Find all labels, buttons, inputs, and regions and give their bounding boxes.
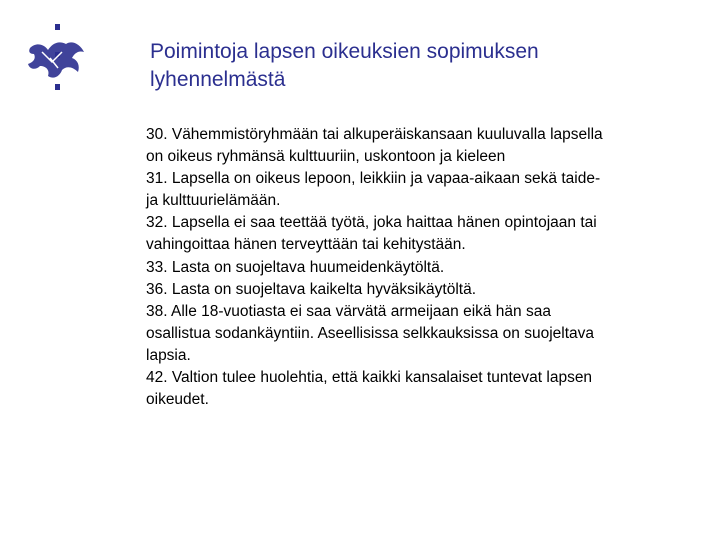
slide-title: Poimintoja lapsen oikeuksien sopimuksen lyhennelmästä <box>150 40 539 91</box>
slide-body-text: 30. Vähemmistöryhmään tai alkuperäiskansaan kuuluvalla lapsella on oikeus ryhmänsä kulttuuriin, uskontoon ja kieleen 31. Lapsella on oikeus lepoon, leikkiin ja vapaa-aikaan sekä taide- ja kulttuurielämään. 32. Lapsella ei saa teettää työtä, joka haittaa hänen opintojaan tai vahingoittaa hänen terveyttään tai kehitystään. 33. Lasta on suojeltava huumeidenkäytöltä. 36. Lasta on suojeltava kaikelta hyväksikäytöltä. 38. Alle 18-vuotiasta ei saa värvätä armeijaan eikä hän saa osallistua sodankäyntiin. Aseellisissa selkkauksissa on suojeltava lapsia. 42. Valtion tulee huolehtia, että kaikki kansalaiset tuntevat lapsen oikeudet. <box>146 126 603 409</box>
university-logo-icon <box>22 22 92 102</box>
